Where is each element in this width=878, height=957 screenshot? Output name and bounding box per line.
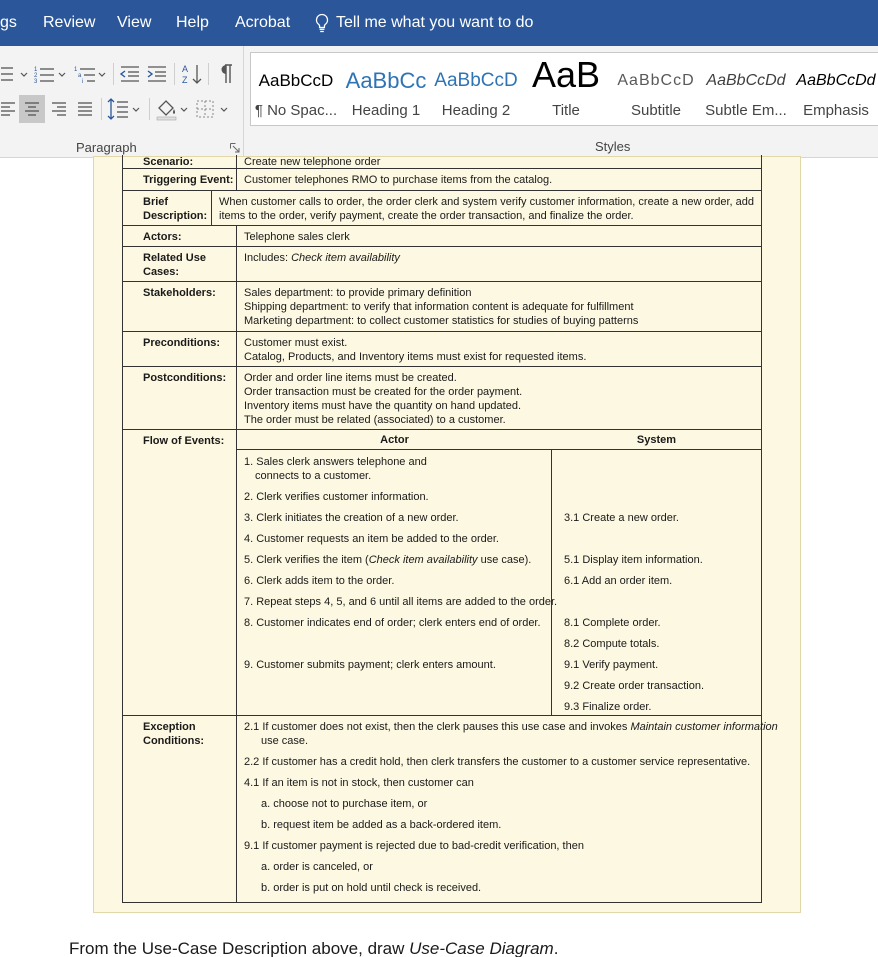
- menu-tab-view[interactable]: View: [117, 14, 152, 31]
- menu-tab-settings[interactable]: gs: [0, 14, 17, 31]
- menu-tab-acrobat[interactable]: Acrobat: [235, 14, 291, 31]
- line-spacing-button[interactable]: [106, 96, 142, 122]
- caption-suffix: .: [553, 939, 559, 957]
- increase-indent-icon: [146, 65, 168, 83]
- actor-step: 4. Customer requests an item be added to the order.: [244, 533, 499, 545]
- use-case-table: [122, 155, 778, 903]
- label-flow-of-events: Flow of Events:: [123, 430, 237, 715]
- exception-text: 2.1 If customer does not exist, then the clerk pauses this use case and invokes: [244, 721, 631, 733]
- pilcrow-icon: [218, 63, 234, 85]
- text-line: Shipping department: to verify that information content is adequate for fulfillment: [244, 301, 634, 313]
- style-heading-2[interactable]: [431, 53, 521, 125]
- exception-item: 9.1 If customer payment is rejected due to bad-credit verification, then: [244, 840, 584, 852]
- text-line: The order must be related (associated) to a customer.: [244, 414, 506, 426]
- menu-tab-help[interactable]: Help: [176, 14, 209, 31]
- lightbulb-icon: [314, 13, 330, 33]
- label-line: Cases:: [143, 266, 180, 278]
- system-step: 9.1 Verify payment.: [564, 659, 659, 671]
- exception-item: 4.1 If an item is not in stock, then customer can: [244, 777, 474, 789]
- style-name: Title: [552, 102, 580, 119]
- system-step: 9.3 Finalize order.: [564, 701, 652, 713]
- borders-icon: [195, 97, 231, 121]
- actor-steps: [237, 450, 558, 715]
- style-sample: AaBbCcD: [434, 70, 518, 91]
- style-title[interactable]: [521, 53, 611, 125]
- value-preconditions: [237, 332, 761, 366]
- separator: [101, 98, 102, 120]
- style-name: Heading 1: [351, 102, 421, 119]
- paint-bucket-icon: [155, 97, 191, 121]
- show-formatting-button[interactable]: [214, 61, 238, 87]
- label-line: Description:: [143, 210, 208, 222]
- system-column-header: System: [636, 434, 677, 446]
- includes-prefix: Includes:: [244, 252, 292, 264]
- actor-step: connects to a customer.: [255, 470, 372, 482]
- separator: [113, 63, 114, 85]
- instruction-text: [69, 939, 558, 957]
- row-triggering-event: [123, 169, 761, 191]
- exception-item: use case.: [261, 735, 309, 747]
- style-emphasis[interactable]: [791, 53, 878, 125]
- numbering-icon: [34, 64, 68, 84]
- row-brief-description: [123, 191, 761, 226]
- multilevel-list-icon: [73, 64, 107, 84]
- actor-step: 2. Clerk verifies customer information.: [244, 491, 429, 503]
- align-right-button[interactable]: [48, 98, 70, 120]
- style-name: ¶ No Spac...: [254, 102, 338, 119]
- row-postconditions: [123, 367, 761, 430]
- system-step: 6.1 Add an order item.: [564, 575, 673, 587]
- included-use-case: Check item availability: [291, 252, 400, 264]
- system-step: 8.1 Complete order.: [564, 617, 661, 629]
- value-scenario: Create new telephone order: [244, 156, 381, 168]
- tell-me-label: Tell me what you want to do: [336, 14, 534, 31]
- text-line: Order and order line items must be created.: [244, 372, 457, 384]
- sort-icon: [181, 62, 205, 86]
- row-related-use-cases: [123, 247, 761, 282]
- exception-use-case: Maintain customer information: [630, 721, 778, 733]
- label-actors: Actors:: [123, 226, 237, 246]
- align-center-button[interactable]: [19, 95, 45, 123]
- style-sample: AaBbCc: [345, 68, 427, 93]
- value-triggering-event: Customer telephones RMO to purchase items from the catalog.: [244, 174, 553, 186]
- tell-me-search[interactable]: [314, 13, 533, 33]
- style-name: Heading 2: [441, 102, 511, 119]
- separator: [174, 63, 175, 85]
- bullets-icon: [1, 65, 29, 83]
- step-text: 5. Clerk verifies the item (: [244, 554, 369, 566]
- svg-text:i: i: [82, 79, 84, 84]
- svg-text:2: 2: [34, 73, 38, 79]
- styles-group-label: Styles: [595, 139, 631, 154]
- dialog-launcher-icon[interactable]: [230, 143, 240, 153]
- svg-text:1: 1: [34, 67, 38, 73]
- style-sample: AaBbCcD: [258, 71, 334, 90]
- text-line: Sales department: to provide primary definition: [244, 287, 472, 299]
- flow-header: [237, 430, 761, 450]
- text-line: Order transaction must be created for the order payment.: [244, 386, 523, 398]
- label-scenario: Scenario:: [123, 155, 237, 168]
- label-line: Related Use: [143, 252, 206, 264]
- step-use-case: Check item availability: [368, 554, 478, 566]
- row-preconditions: [123, 332, 761, 367]
- actor-step: 1. Sales clerk answers telephone and: [244, 456, 427, 468]
- exception-item: a. choose not to purchase item, or: [261, 798, 428, 810]
- separator: [149, 98, 150, 120]
- row-flow-of-events: [123, 430, 761, 716]
- justify-button[interactable]: [74, 98, 96, 120]
- separator: [208, 63, 209, 85]
- value-actors: Telephone sales clerk: [244, 231, 350, 243]
- text-line: Marketing department: to collect customer statistics for studies of buying patterns: [244, 315, 639, 327]
- style-no-spacing[interactable]: [251, 53, 341, 125]
- actor-step: [244, 553, 531, 567]
- increase-indent-button[interactable]: [145, 63, 169, 85]
- exception-item: [244, 720, 778, 734]
- svg-text:a: a: [78, 73, 82, 79]
- align-right-icon: [51, 101, 67, 117]
- label-related-use-cases: [123, 247, 237, 281]
- svg-text:Z: Z: [182, 75, 188, 85]
- row-scenario: [123, 155, 761, 169]
- paragraph-group-label: Paragraph: [76, 140, 137, 155]
- svg-text:3: 3: [34, 79, 38, 84]
- borders-button[interactable]: [195, 96, 231, 122]
- system-step: 8.2 Compute totals.: [564, 638, 660, 650]
- style-subtle-emphasis[interactable]: [701, 53, 791, 125]
- text-line: Catalog, Products, and Inventory items must exist for requested items.: [244, 351, 587, 363]
- label-stakeholders: Stakeholders:: [123, 282, 237, 331]
- row-actors: [123, 226, 761, 247]
- style-sample: AaBbCcD: [617, 72, 695, 89]
- value-brief-description: [212, 191, 761, 225]
- actor-step: 3. Clerk initiates the creation of a new order.: [244, 512, 459, 524]
- exception-item: b. order is put on hold until check is received.: [261, 882, 482, 894]
- system-step: 9.2 Create order transaction.: [564, 680, 705, 692]
- text-line: items to the order, verify payment, create the order transaction, and finalize the order.: [219, 210, 634, 222]
- style-heading-1[interactable]: [341, 53, 431, 125]
- paragraph-group: [0, 46, 244, 158]
- svg-text:A: A: [182, 64, 189, 74]
- value-exception-conditions: [237, 716, 778, 902]
- multilevel-list-button[interactable]: [72, 63, 108, 85]
- shading-button[interactable]: [155, 96, 191, 122]
- label-brief-description: [123, 191, 212, 225]
- svg-text:1: 1: [74, 67, 78, 73]
- value-related-use-cases: [237, 247, 761, 281]
- decrease-indent-button[interactable]: [118, 63, 142, 85]
- system-steps: [552, 450, 761, 715]
- actor-step: 8. Customer indicates end of order; clerk enters end of order.: [244, 617, 541, 629]
- numbering-button[interactable]: [34, 63, 68, 85]
- menu-tab-review[interactable]: Review: [43, 14, 96, 31]
- system-step: 5.1 Display item information.: [564, 554, 703, 566]
- caption-prefix: From the Use-Case Description above, draw: [69, 939, 410, 957]
- flow-body: [237, 450, 761, 715]
- label-line: Conditions:: [143, 735, 205, 747]
- actor-step: 7. Repeat steps 4, 5, and 6 until all items are added to the order.: [244, 596, 558, 608]
- actor-column-header: Actor: [380, 434, 409, 446]
- exception-item: b. request item be added as a back-ordered item.: [261, 819, 502, 831]
- caption-emphasis: Use-Case Diagram: [409, 939, 554, 957]
- line-spacing-icon: [106, 97, 142, 121]
- label-triggering-event: Triggering Event:: [123, 169, 237, 190]
- row-exception-conditions: [123, 716, 778, 903]
- justify-icon: [77, 101, 93, 117]
- actor-step: 6. Clerk adds item to the order.: [244, 575, 395, 587]
- menu-bar: [0, 0, 878, 46]
- exception-item: 2.2 If customer has a credit hold, then clerk transfers the customer to a customer service representative.: [244, 756, 751, 768]
- label-line: Exception: [143, 721, 196, 733]
- system-step: 3.1 Create a new order.: [564, 512, 679, 524]
- text-line: Inventory items must have the quantity on hand updated.: [244, 400, 522, 412]
- text-line: When customer calls to order, the order clerk and system verify customer information, create a new order, add: [219, 196, 754, 208]
- row-stakeholders: [123, 282, 761, 332]
- exception-item: a. order is canceled, or: [261, 861, 373, 873]
- ribbon: [0, 46, 878, 158]
- style-name: Subtitle: [630, 102, 682, 119]
- bullets-button[interactable]: [0, 63, 30, 85]
- flow-table: [237, 430, 761, 715]
- style-name: Subtle Em...: [705, 102, 787, 119]
- decrease-indent-icon: [119, 65, 141, 83]
- align-center-icon: [24, 101, 40, 117]
- style-sample: AaBbCcDd: [796, 72, 876, 89]
- sort-button[interactable]: [180, 61, 206, 87]
- style-subtitle[interactable]: [611, 53, 701, 125]
- text-line: Customer must exist.: [244, 337, 348, 349]
- style-name: Emphasis: [803, 102, 869, 119]
- styles-gallery: [250, 52, 878, 126]
- align-left-button[interactable]: [0, 98, 16, 120]
- label-line: Brief: [143, 196, 169, 208]
- value-postconditions: [237, 367, 761, 429]
- style-sample: AaB: [531, 61, 601, 95]
- value-stakeholders: [237, 282, 761, 331]
- style-sample: AaBbCcDd: [706, 72, 786, 89]
- document-page: [0, 158, 878, 957]
- actor-step: 9. Customer submits payment; clerk enters amount.: [244, 659, 496, 671]
- step-text: use case).: [477, 554, 532, 566]
- label-exception-conditions: [123, 716, 237, 902]
- label-postconditions: Postconditions:: [123, 367, 237, 429]
- label-preconditions: Preconditions:: [123, 332, 237, 366]
- align-left-icon: [1, 101, 15, 117]
